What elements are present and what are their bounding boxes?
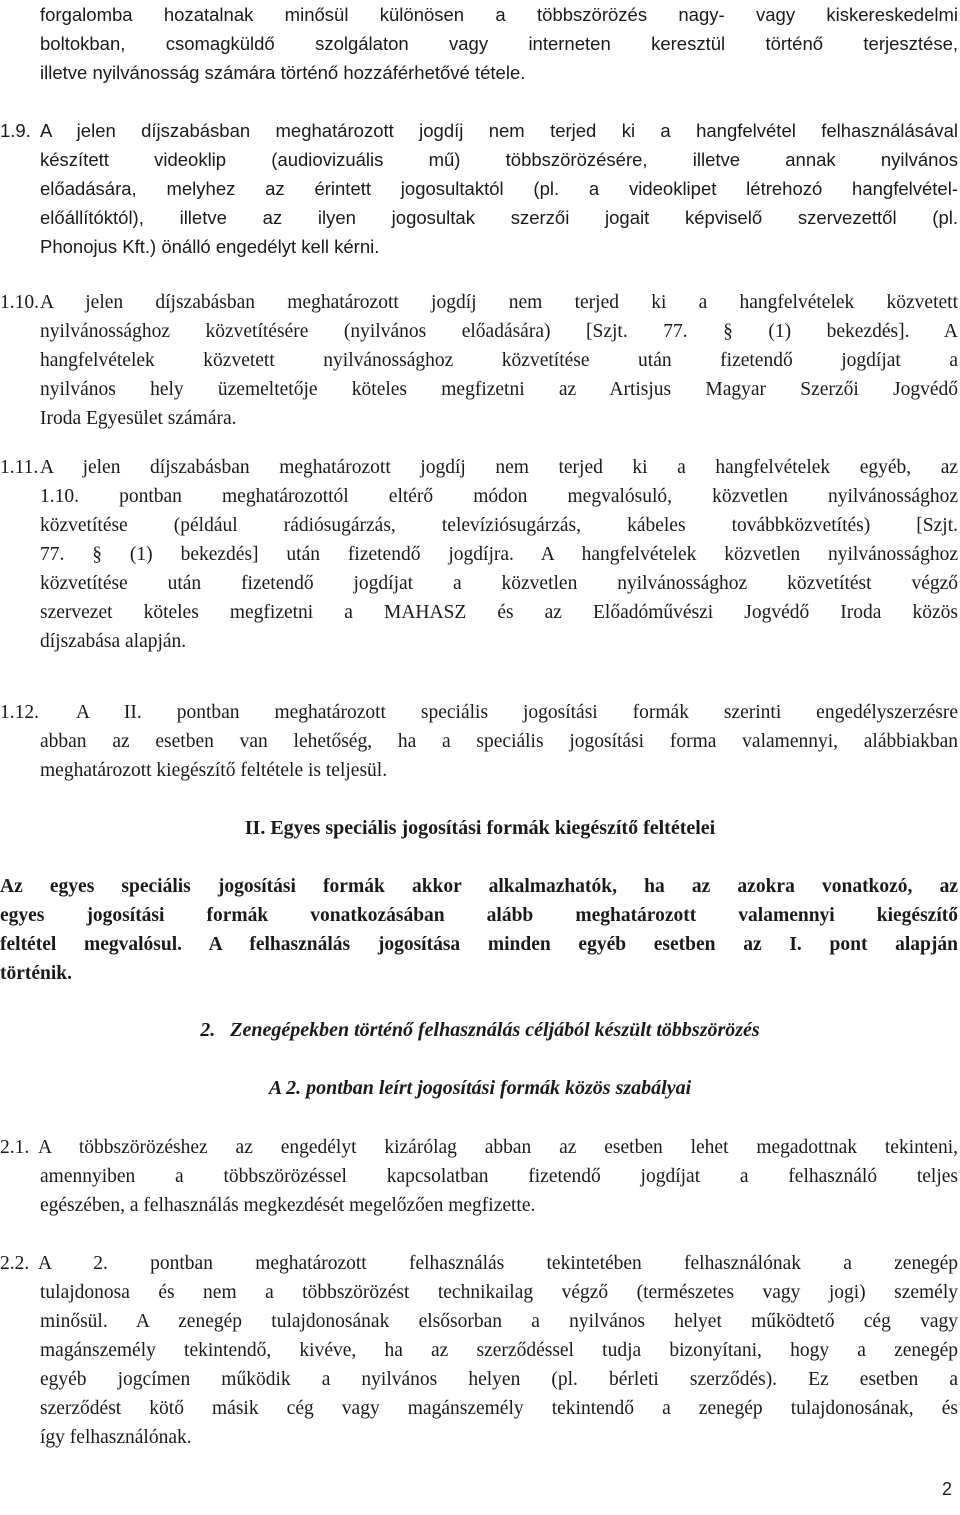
text-line: A 2. pontban meghatározott felhasználás tekintetében felhasználónak a zenegép — [38, 1253, 958, 1274]
text-line: 1.10. pontban meghatározottól eltérő módon megvalósuló, közvetlen nyilvánossághoz — [40, 486, 958, 507]
text-line: 77. § (1) bekezdés] után fizetendő jogdíjra. A hangfelvételek közvetlen nyilvánossághoz — [40, 544, 958, 565]
text-line: A jelen díjszabásban meghatározott jogdíj nem terjed ki a hangfelvételek közvetett — [40, 292, 958, 313]
text-line: egyes jogosítási formák vonatkozásában alább meghatározott valamennyi kiegészítő — [0, 905, 958, 926]
text-line: minősül. A zenegép tulajdonosának elsősorban a nyilvános helyet működtető cég vagy — [40, 1311, 958, 1332]
text-line: hangfelvételek közvetett nyilvánossághoz közvetítése után fizetendő jogdíjat a — [40, 350, 958, 371]
paragraph-number: 1.9. — [0, 120, 31, 141]
paragraph-1-9 — [0, 116, 958, 261]
paragraph-number: 2.2. — [0, 1253, 30, 1274]
paragraph-number: 2.1. — [0, 1137, 30, 1158]
paragraph-2-1 — [0, 1133, 958, 1220]
text-line: illetve nyilvánosság számára történő hozzáférhetővé tétele. — [40, 62, 526, 83]
subsection-heading: 2. Zenegépekben történő felhasználás céljából készült többszörözés — [200, 1019, 760, 1041]
text-line: A többszörözéshez az engedélyt kizárólag abban az esetben lehet megadottnak tekinteni, — [38, 1137, 958, 1158]
text-line: A jelen díjszabásban meghatározott jogdíj nem terjed ki a hangfelvételek egyéb, az — [40, 457, 958, 478]
paragraph-number: 1.10. — [0, 292, 39, 313]
page-number: 2 — [941, 1479, 952, 1499]
paragraph-number: 1.12. — [0, 702, 39, 723]
text-line: abban az esetben van lehetőség, ha a speciális jogosítási forma valamennyi, alábbiakban — [40, 731, 958, 752]
text-line: nyilvánossághoz közvetítésére (nyilvános előadására) [Szjt. 77. § (1) bekezdés]. A — [40, 321, 958, 342]
text-line: egyéb jogcímen működik a nyilvános helyen (pl. bérleti szerződés). Ez esetben a — [40, 1369, 958, 1390]
paragraph-1-11 — [0, 453, 958, 656]
text-line: közvetítése (például rádiósugárzás, televíziósugárzás, kábeles továbbközvetítés) [Szjt. — [40, 515, 958, 536]
text-line: díjszabása alapján. — [40, 631, 187, 652]
paragraph-1-10 — [0, 288, 958, 433]
subsection-subheading: A 2. pontban leírt jogosítási formák közös szabályai — [268, 1077, 692, 1099]
text-line: boltokban, csomagküldő szolgálaton vagy interneten keresztül történő terjesztése, — [40, 33, 958, 54]
text-line: egészében, a felhasználás megkezdését megelőzően megfizette. — [40, 1195, 536, 1216]
text-line: amennyiben a többszörözéssel kapcsolatban fizetendő jogdíjat a felhasználó teljes — [40, 1166, 958, 1187]
text-line: magánszemély tekintendő, kivéve, ha az szerződéssel tudja bizonyítani, hogy a zenegép — [40, 1340, 958, 1361]
text-line: szerződést kötő másik cég vagy magánszemély tekintendő a zenegép tulajdonosának, és — [40, 1398, 958, 1419]
text-line: tulajdonosa és nem a többszörözést technikailag végző (természetes vagy jogi) személy — [40, 1282, 958, 1303]
text-line: Az egyes speciális jogosítási formák akkor alkalmazhatók, ha az azokra vonatkozó, az — [0, 876, 958, 897]
text-line: A jelen díjszabásban meghatározott jogdíj nem terjed ki a hangfelvétel felhasználásával — [40, 120, 958, 141]
text-line: feltétel megvalósul. A felhasználás jogosítása minden egyéb esetben az I. pont alapján — [0, 934, 958, 955]
paragraph-number: 1.11. — [0, 457, 39, 478]
text-line: előállítóktól), illetve az ilyen jogosultak szerzői jogait képviselő szervezettől (pl. — [40, 207, 958, 228]
text-line: szervezet köteles megfizetni a MAHASZ és az Előadóművészi Jogvédő Iroda közös — [40, 602, 958, 623]
text-line: közvetítése után fizetendő jogdíjat a közvetlen nyilvánossághoz közvetítést végző — [40, 573, 958, 594]
text-line: nyilvános hely üzemeltetője köteles megfizetni az Artisjus Magyar Szerzői Jogvédő — [40, 379, 958, 400]
text-line: előadására, melyhez az érintett jogosultaktól (pl. a videoklipet létrehozó hangfelvétel- — [40, 178, 958, 199]
text-line: készített videoklip (audiovizuális mű) többszörözésére, illetve annak nyilvános — [40, 149, 958, 170]
paragraph-1-12 — [0, 698, 958, 785]
text-line: történik. — [0, 963, 73, 984]
text-line: A II. pontban meghatározott speciális jogosítási formák szerinti engedélyszerzésre — [76, 702, 958, 723]
text-line: így felhasználónak. — [40, 1427, 192, 1448]
text-line: Phonojus Kft.) önálló engedélyt kell kérni. — [40, 236, 380, 257]
bold-intro-paragraph — [0, 872, 958, 988]
paragraph-continuation — [40, 0, 958, 87]
text-line: Iroda Egyesület számára. — [40, 408, 237, 429]
text-line: forgalomba hozatalnak minősül különösen a többszörözés nagy- vagy kiskereskedelmi — [40, 4, 958, 25]
section-heading: II. Egyes speciális jogosítási formák kiegészítő feltételei — [244, 817, 716, 839]
paragraph-2-2 — [0, 1249, 958, 1452]
text-line: meghatározott kiegészítő feltétele is teljesül. — [40, 760, 388, 781]
